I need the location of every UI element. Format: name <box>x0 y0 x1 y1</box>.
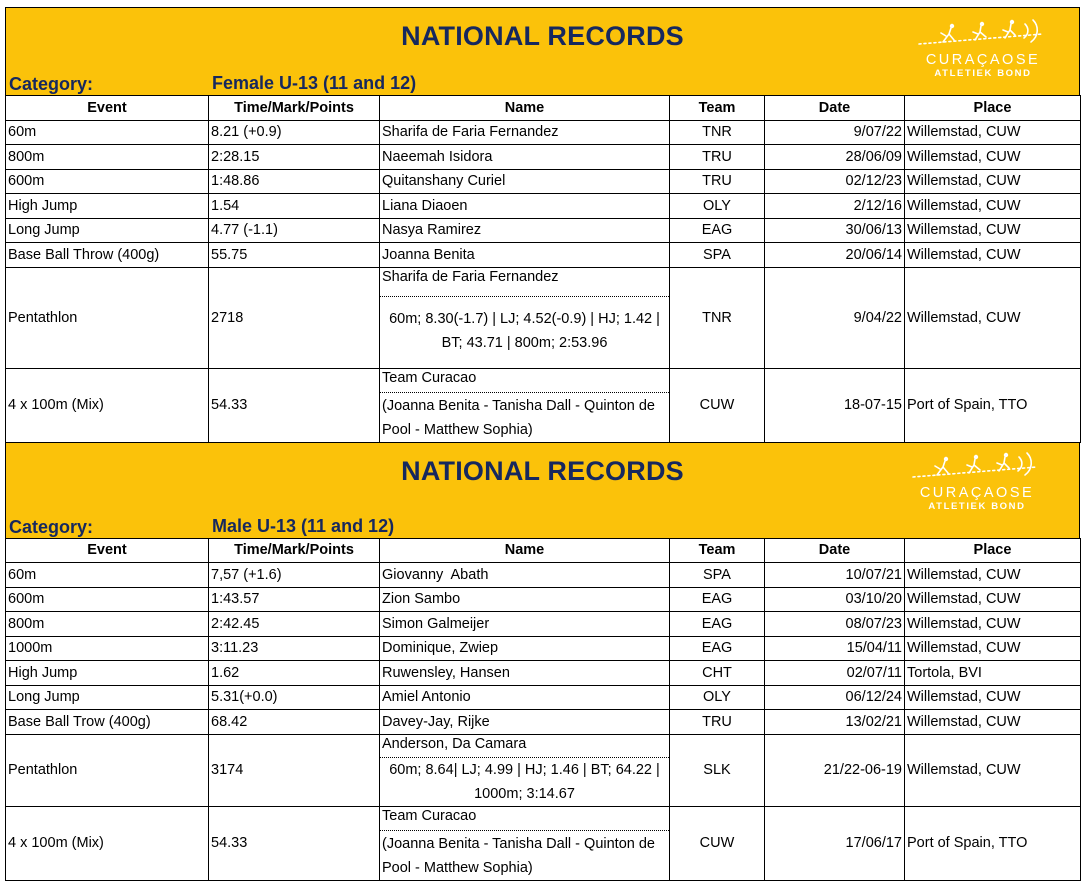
cell-team: SPA <box>670 243 765 268</box>
cell-mark: 54.33 <box>209 806 380 880</box>
category-value: Female U-13 (11 and 12) <box>212 73 417 93</box>
table-row <box>6 612 1081 637</box>
cell-mark: 1.62 <box>209 661 380 686</box>
col-header-mark: Time/Mark/Points <box>209 538 380 563</box>
records-table <box>5 95 1081 443</box>
cell-team: EAG <box>670 587 765 612</box>
cell-date: 15/04/11 <box>765 636 905 661</box>
table-row-relay <box>6 368 1081 442</box>
cell-event: High Jump <box>6 661 209 686</box>
cell-mark: 54.33 <box>209 368 380 442</box>
cell-team: TNR <box>670 267 765 368</box>
section-title: NATIONAL RECORDS <box>401 21 684 51</box>
cell-event: Pentathlon <box>6 267 209 368</box>
table-row <box>6 563 1081 588</box>
cell-date: 21/22-06-19 <box>765 734 905 806</box>
cell-place: Willemstad, CUW <box>905 563 1081 588</box>
table-row-pentathlon <box>6 734 1081 806</box>
col-header-team: Team <box>670 96 765 121</box>
svg-text:CURAÇAOSE: CURAÇAOSE <box>925 52 1041 68</box>
cell-date: 02/12/23 <box>765 169 905 194</box>
cell-mark: 68.42 <box>209 710 380 735</box>
col-header-name: Name <box>380 96 670 121</box>
cell-place: Port of Spain, TTO <box>905 368 1081 442</box>
cell-mark: 3174 <box>209 734 380 806</box>
cell-mark: 4.77 (-1.1) <box>209 218 380 243</box>
cell-event: Base Ball Throw (400g) <box>6 243 209 268</box>
category-label: Category: <box>9 74 94 94</box>
section-banner <box>5 443 1080 538</box>
records-section-female <box>5 7 1080 443</box>
cell-name-combined <box>380 734 670 806</box>
cell-event: 60m <box>6 120 209 145</box>
cell-team: TRU <box>670 145 765 170</box>
records-table <box>5 538 1081 881</box>
col-header-name: Name <box>380 538 670 563</box>
cell-team: EAG <box>670 636 765 661</box>
cell-team: EAG <box>670 218 765 243</box>
cell-mark: 1:48.86 <box>209 169 380 194</box>
col-header-team: Team <box>670 538 765 563</box>
cell-event: 600m <box>6 587 209 612</box>
cell-event: Long Jump <box>6 218 209 243</box>
cell-date: 28/06/09 <box>765 145 905 170</box>
cell-place: Willemstad, CUW <box>905 685 1081 710</box>
cell-event-breakdown: 60m; 8.30(-1.7) | LJ; 4.52(-0.9) | HJ; 1.42 | BT; 43.71 | 800m; 2:53.96 <box>389 310 660 351</box>
cell-place: Willemstad, CUW <box>905 145 1081 170</box>
cell-name: Sharifa de Faria Fernandez <box>380 268 669 297</box>
cell-name: Zion Sambo <box>380 587 670 612</box>
federation-logo <box>907 451 1047 513</box>
cell-event: 600m <box>6 169 209 194</box>
cell-team: TRU <box>670 710 765 735</box>
col-header-mark: Time/Mark/Points <box>209 96 380 121</box>
cell-relay-members: (Joanna Benita - Tanisha Dall - Quinton de Pool - Matthew Sophia) <box>382 835 655 876</box>
cell-name: Sharifa de Faria Fernandez <box>380 120 670 145</box>
cell-mark: 3:11.23 <box>209 636 380 661</box>
table-row <box>6 243 1081 268</box>
cell-team: TRU <box>670 169 765 194</box>
cell-team: SPA <box>670 563 765 588</box>
cell-name: Liana Diaoen <box>380 194 670 219</box>
cell-mark: 55.75 <box>209 243 380 268</box>
cell-name: Nasya Ramirez <box>380 218 670 243</box>
cell-event: 4 x 100m (Mix) <box>6 368 209 442</box>
cell-event: 800m <box>6 612 209 637</box>
cell-name: Simon Galmeijer <box>380 612 670 637</box>
table-row <box>6 636 1081 661</box>
records-section-male <box>5 443 1080 881</box>
cell-name-combined <box>380 806 670 880</box>
cell-name: Quitanshany Curiel <box>380 169 670 194</box>
svg-text:CURAÇAOSE: CURAÇAOSE <box>919 484 1035 501</box>
cell-place: Willemstad, CUW <box>905 194 1081 219</box>
cell-date: 9/07/22 <box>765 120 905 145</box>
cell-place: Tortola, BVI <box>905 661 1081 686</box>
cell-date: 03/10/20 <box>765 587 905 612</box>
section-title: NATIONAL RECORDS <box>401 455 684 486</box>
cell-place: Willemstad, CUW <box>905 267 1081 368</box>
header-row <box>6 96 1081 121</box>
cell-place: Willemstad, CUW <box>905 734 1081 806</box>
col-header-place: Place <box>905 538 1081 563</box>
cell-date: 02/07/11 <box>765 661 905 686</box>
table-row <box>6 169 1081 194</box>
table-row <box>6 194 1081 219</box>
cell-team: CUW <box>670 806 765 880</box>
cell-name: Naeemah Isidora <box>380 145 670 170</box>
col-header-event: Event <box>6 538 209 563</box>
cell-team: OLY <box>670 194 765 219</box>
cell-team: CUW <box>670 368 765 442</box>
cell-team: TNR <box>670 120 765 145</box>
cell-date: 18-07-15 <box>765 368 905 442</box>
cell-name: Davey-Jay, Rijke <box>380 710 670 735</box>
cell-place: Willemstad, CUW <box>905 218 1081 243</box>
cell-date: 06/12/24 <box>765 685 905 710</box>
cell-place: Willemstad, CUW <box>905 636 1081 661</box>
table-row-pentathlon <box>6 267 1081 368</box>
cell-name: Joanna Benita <box>380 243 670 268</box>
table-row-relay <box>6 806 1081 880</box>
col-header-place: Place <box>905 96 1081 121</box>
table-row <box>6 218 1081 243</box>
cell-date: 30/06/13 <box>765 218 905 243</box>
col-header-date: Date <box>765 96 905 121</box>
cell-name: Amiel Antonio <box>380 685 670 710</box>
cell-name: Team Curacao <box>380 369 669 393</box>
cell-mark: 1.54 <box>209 194 380 219</box>
cell-date: 13/02/21 <box>765 710 905 735</box>
svg-text:ATLETIEK BOND: ATLETIEK BOND <box>934 68 1032 79</box>
cell-place: Willemstad, CUW <box>905 587 1081 612</box>
category-label: Category: <box>9 516 94 537</box>
cell-name-combined <box>380 267 670 368</box>
cell-date: 17/06/17 <box>765 806 905 880</box>
header-row <box>6 538 1081 563</box>
cell-event: Base Ball Trow (400g) <box>6 710 209 735</box>
table-row <box>6 685 1081 710</box>
cell-team: SLK <box>670 734 765 806</box>
table-row <box>6 145 1081 170</box>
col-header-date: Date <box>765 538 905 563</box>
cell-mark: 2:28.15 <box>209 145 380 170</box>
cell-date: 10/07/21 <box>765 563 905 588</box>
federation-logo <box>913 18 1053 80</box>
cell-name: Giovanny Abath <box>380 563 670 588</box>
cell-name-combined <box>380 368 670 442</box>
cell-relay-members: (Joanna Benita - Tanisha Dall - Quinton de Pool - Matthew Sophia) <box>382 397 655 438</box>
records-sheet <box>5 7 1080 881</box>
cell-place: Willemstad, CUW <box>905 710 1081 735</box>
cell-place: Willemstad, CUW <box>905 120 1081 145</box>
cell-place: Port of Spain, TTO <box>905 806 1081 880</box>
svg-text:ATLETIEK BOND: ATLETIEK BOND <box>928 500 1026 512</box>
col-header-event: Event <box>6 96 209 121</box>
cell-name: Dominique, Zwiep <box>380 636 670 661</box>
table-row <box>6 120 1081 145</box>
cell-event: Long Jump <box>6 685 209 710</box>
cell-place: Willemstad, CUW <box>905 169 1081 194</box>
cell-mark: 2:42.45 <box>209 612 380 637</box>
cell-event: Pentathlon <box>6 734 209 806</box>
cell-name: Anderson, Da Camara <box>380 735 669 758</box>
table-row <box>6 661 1081 686</box>
cell-mark: 2718 <box>209 267 380 368</box>
cell-date: 20/06/14 <box>765 243 905 268</box>
cell-date: 08/07/23 <box>765 612 905 637</box>
cell-event: 4 x 100m (Mix) <box>6 806 209 880</box>
cell-event: High Jump <box>6 194 209 219</box>
cell-event-breakdown: 60m; 8.64| LJ; 4.99 | HJ; 1.46 | BT; 64.22 | 1000m; 3:14.67 <box>389 761 660 802</box>
section-banner <box>5 7 1080 95</box>
category-value: Male U-13 (11 and 12) <box>212 515 395 536</box>
cell-place: Willemstad, CUW <box>905 612 1081 637</box>
cell-team: OLY <box>670 685 765 710</box>
cell-event: 60m <box>6 563 209 588</box>
cell-mark: 8.21 (+0.9) <box>209 120 380 145</box>
cell-event: 800m <box>6 145 209 170</box>
cell-place: Willemstad, CUW <box>905 243 1081 268</box>
cell-date: 9/04/22 <box>765 267 905 368</box>
cell-mark: 7,57 (+1.6) <box>209 563 380 588</box>
cell-name: Team Curacao <box>380 807 669 831</box>
cell-name: Ruwensley, Hansen <box>380 661 670 686</box>
cell-mark: 5.31(+0.0) <box>209 685 380 710</box>
table-row <box>6 587 1081 612</box>
cell-date: 2/12/16 <box>765 194 905 219</box>
cell-team: EAG <box>670 612 765 637</box>
table-row <box>6 710 1081 735</box>
cell-mark: 1:43.57 <box>209 587 380 612</box>
cell-event: 1000m <box>6 636 209 661</box>
cell-team: CHT <box>670 661 765 686</box>
